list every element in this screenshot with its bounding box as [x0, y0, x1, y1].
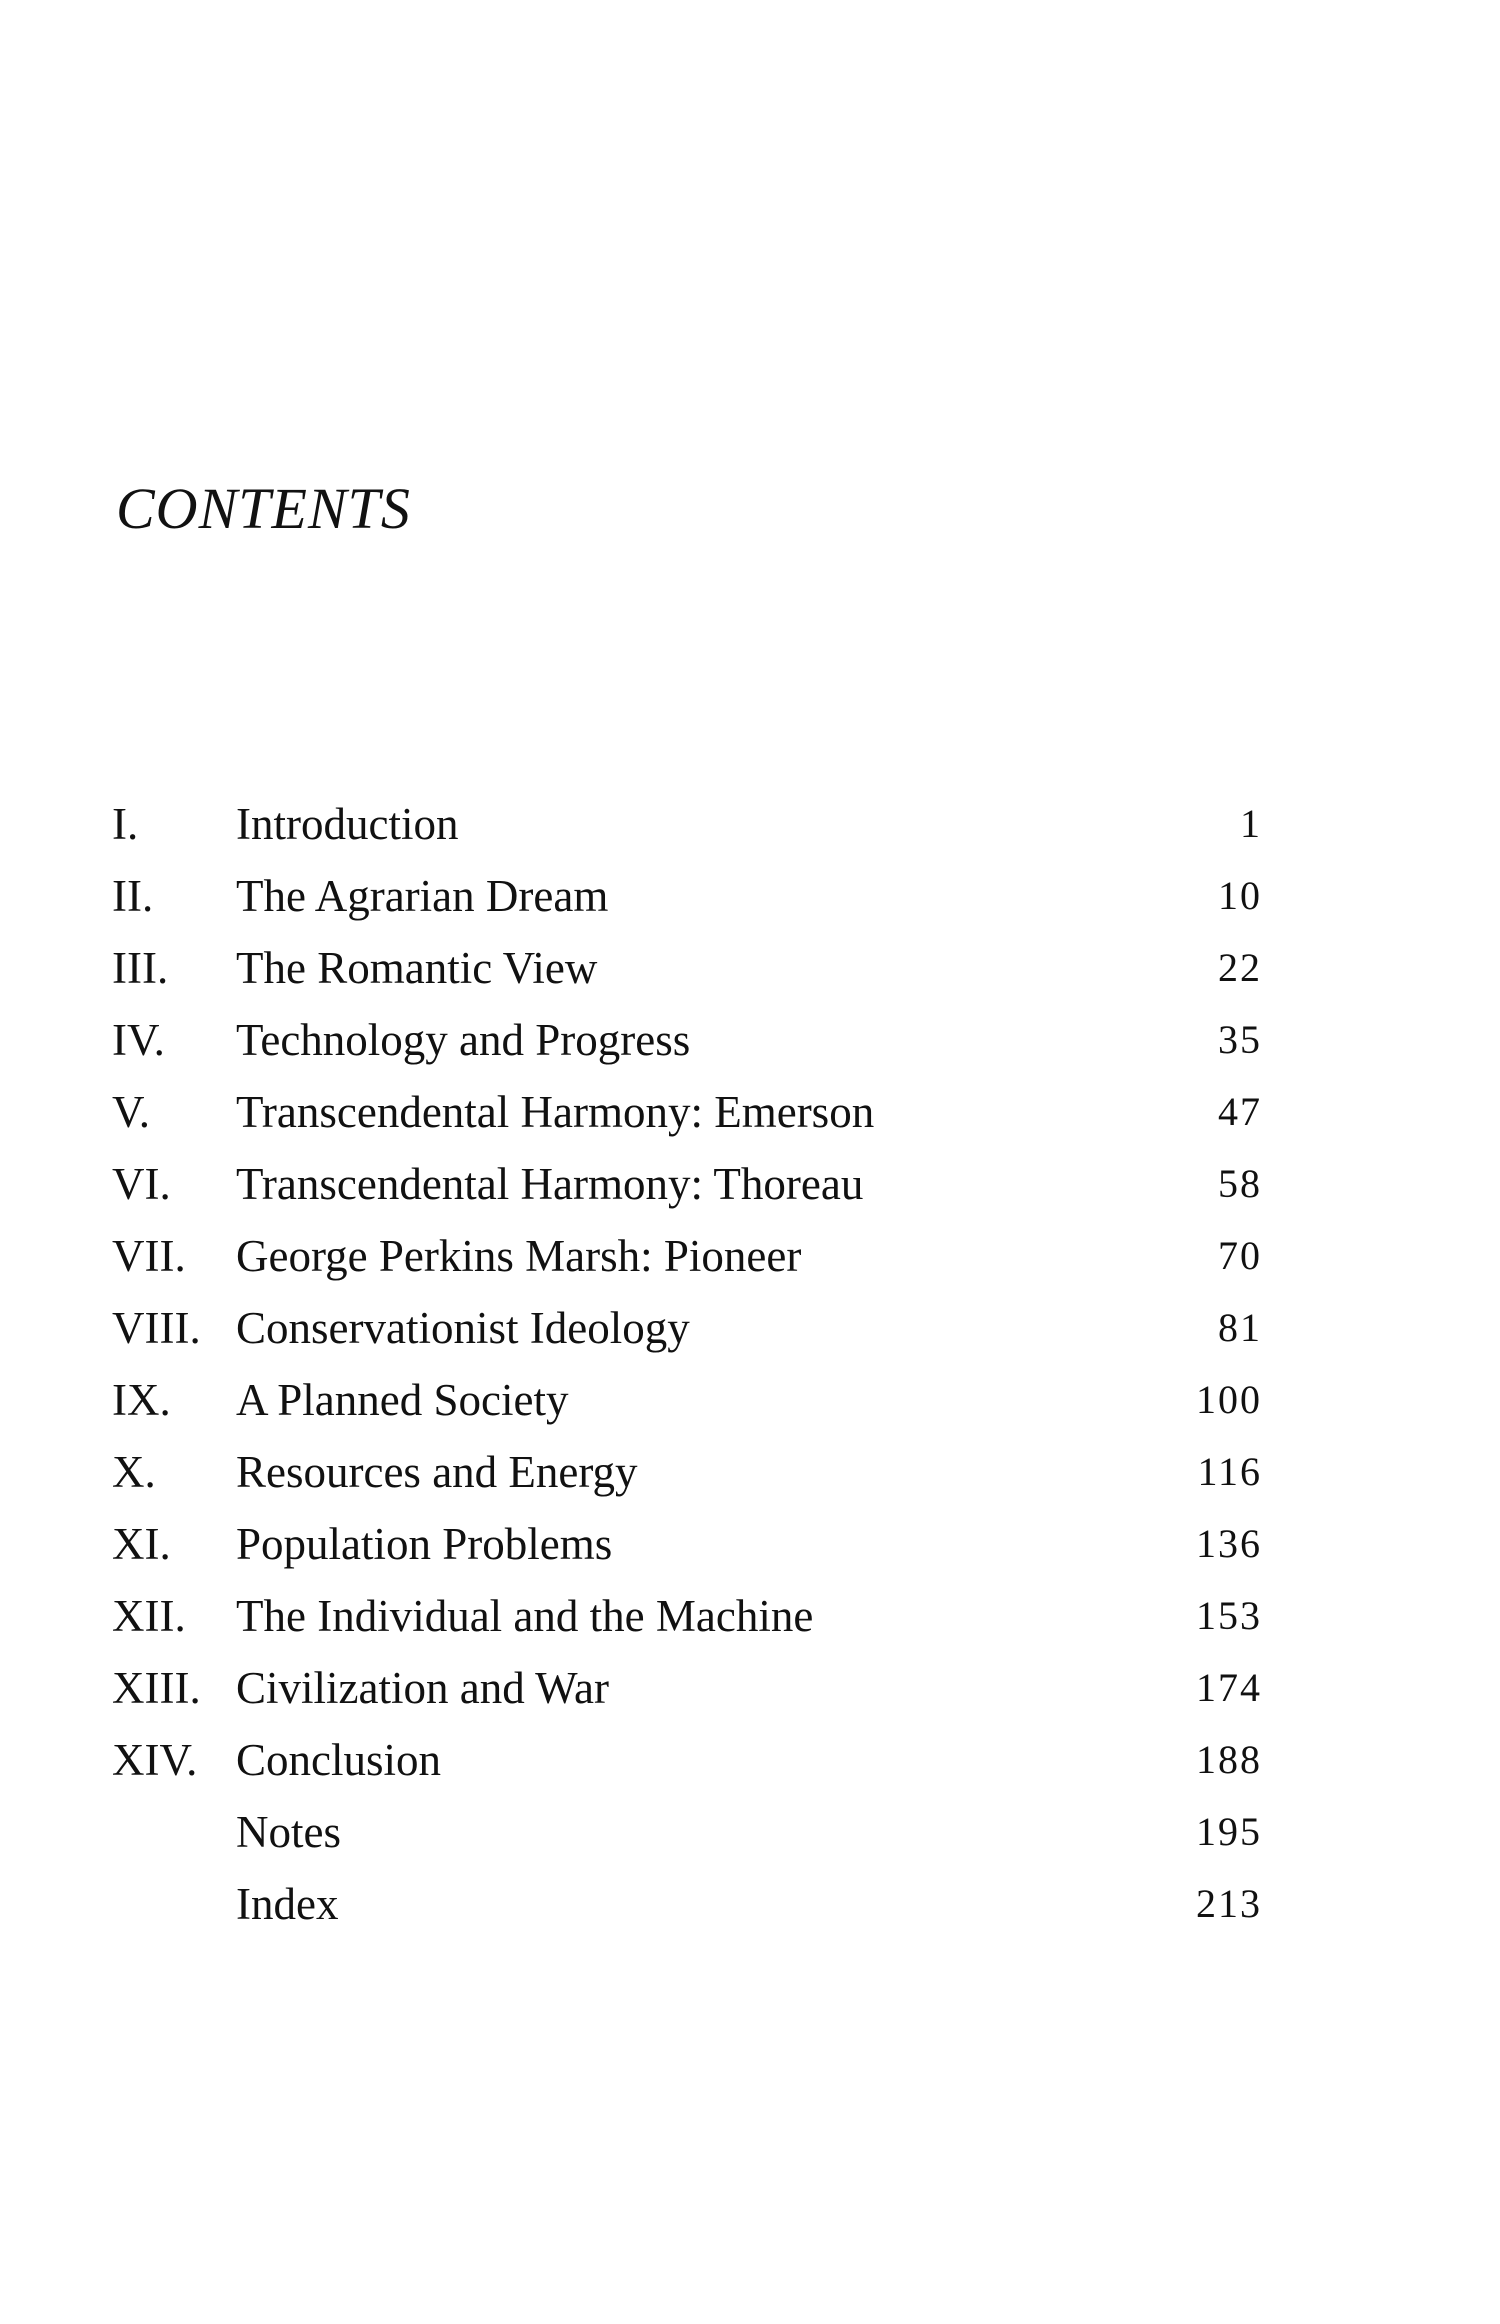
page-number: 213	[1196, 1881, 1262, 1926]
page-number: 195	[1196, 1809, 1262, 1854]
toc-entry[interactable]	[112, 1436, 1262, 1508]
chapter-title: Technology and Progress	[236, 1015, 691, 1065]
page-number: 58	[1218, 1161, 1262, 1206]
chapter-numeral: VI.	[112, 1159, 171, 1209]
toc-entry[interactable]	[112, 1508, 1262, 1580]
chapter-title: George Perkins Marsh: Pioneer	[236, 1231, 802, 1281]
toc-entry[interactable]	[112, 1148, 1262, 1220]
page-number: 174	[1196, 1665, 1262, 1710]
toc-entry[interactable]	[112, 1004, 1262, 1076]
page-number: 35	[1218, 1017, 1262, 1062]
chapter-numeral: III.	[112, 943, 169, 993]
toc-entry[interactable]	[112, 1292, 1262, 1364]
toc-entry[interactable]	[112, 1220, 1262, 1292]
chapter-numeral: IV.	[112, 1015, 165, 1065]
chapter-title: Conservationist Ideology	[236, 1303, 690, 1353]
chapter-title: Population Problems	[236, 1519, 613, 1569]
toc-entry[interactable]	[112, 1076, 1262, 1148]
chapter-title: The Romantic View	[236, 943, 598, 993]
chapter-numeral: VIII.	[112, 1303, 201, 1353]
toc-entry[interactable]	[112, 1868, 1262, 1940]
page-number: 116	[1197, 1449, 1262, 1494]
chapter-numeral: VII.	[112, 1231, 186, 1281]
chapter-title: Introduction	[236, 799, 459, 849]
chapter-numeral: I.	[112, 799, 139, 849]
chapter-title: The Individual and the Machine	[236, 1591, 814, 1641]
page-number: 100	[1196, 1377, 1262, 1422]
chapter-numeral: V.	[112, 1087, 150, 1137]
toc-entry[interactable]	[112, 932, 1262, 1004]
chapter-title: Notes	[236, 1807, 341, 1857]
chapter-numeral: XIV.	[112, 1735, 198, 1785]
page-number: 188	[1196, 1737, 1262, 1782]
page-number: 22	[1218, 945, 1262, 990]
chapter-title: The Agrarian Dream	[236, 871, 609, 921]
chapter-title: Civilization and War	[236, 1663, 609, 1713]
chapter-title: Transcendental Harmony: Emerson	[236, 1087, 875, 1137]
page-title: CONTENTS	[116, 476, 411, 541]
table-of-contents	[112, 788, 1262, 1940]
chapter-numeral: XI.	[112, 1519, 171, 1569]
toc-entry[interactable]	[112, 1580, 1262, 1652]
toc-entry[interactable]	[112, 788, 1262, 860]
chapter-numeral: XIII.	[112, 1663, 201, 1713]
toc-entry[interactable]	[112, 1364, 1262, 1436]
page-number: 47	[1218, 1089, 1262, 1134]
page-number: 70	[1218, 1233, 1262, 1278]
page-number: 81	[1218, 1305, 1262, 1350]
toc-entry[interactable]	[112, 1652, 1262, 1724]
chapter-numeral: XII.	[112, 1591, 186, 1641]
toc-entry[interactable]	[112, 860, 1262, 932]
page-number: 1	[1240, 801, 1262, 846]
page-number: 136	[1196, 1521, 1262, 1566]
toc-entry[interactable]	[112, 1796, 1262, 1868]
toc-entry[interactable]	[112, 1724, 1262, 1796]
page-number: 10	[1218, 873, 1262, 918]
page-number: 153	[1196, 1593, 1262, 1638]
chapter-numeral: II.	[112, 871, 154, 921]
chapter-title: Transcendental Harmony: Thoreau	[236, 1159, 864, 1209]
chapter-numeral: IX.	[112, 1375, 171, 1425]
chapter-numeral: X.	[112, 1447, 156, 1497]
chapter-title: A Planned Society	[236, 1375, 569, 1425]
chapter-title: Resources and Energy	[236, 1447, 638, 1497]
chapter-title: Conclusion	[236, 1735, 442, 1785]
chapter-title: Index	[236, 1879, 339, 1929]
